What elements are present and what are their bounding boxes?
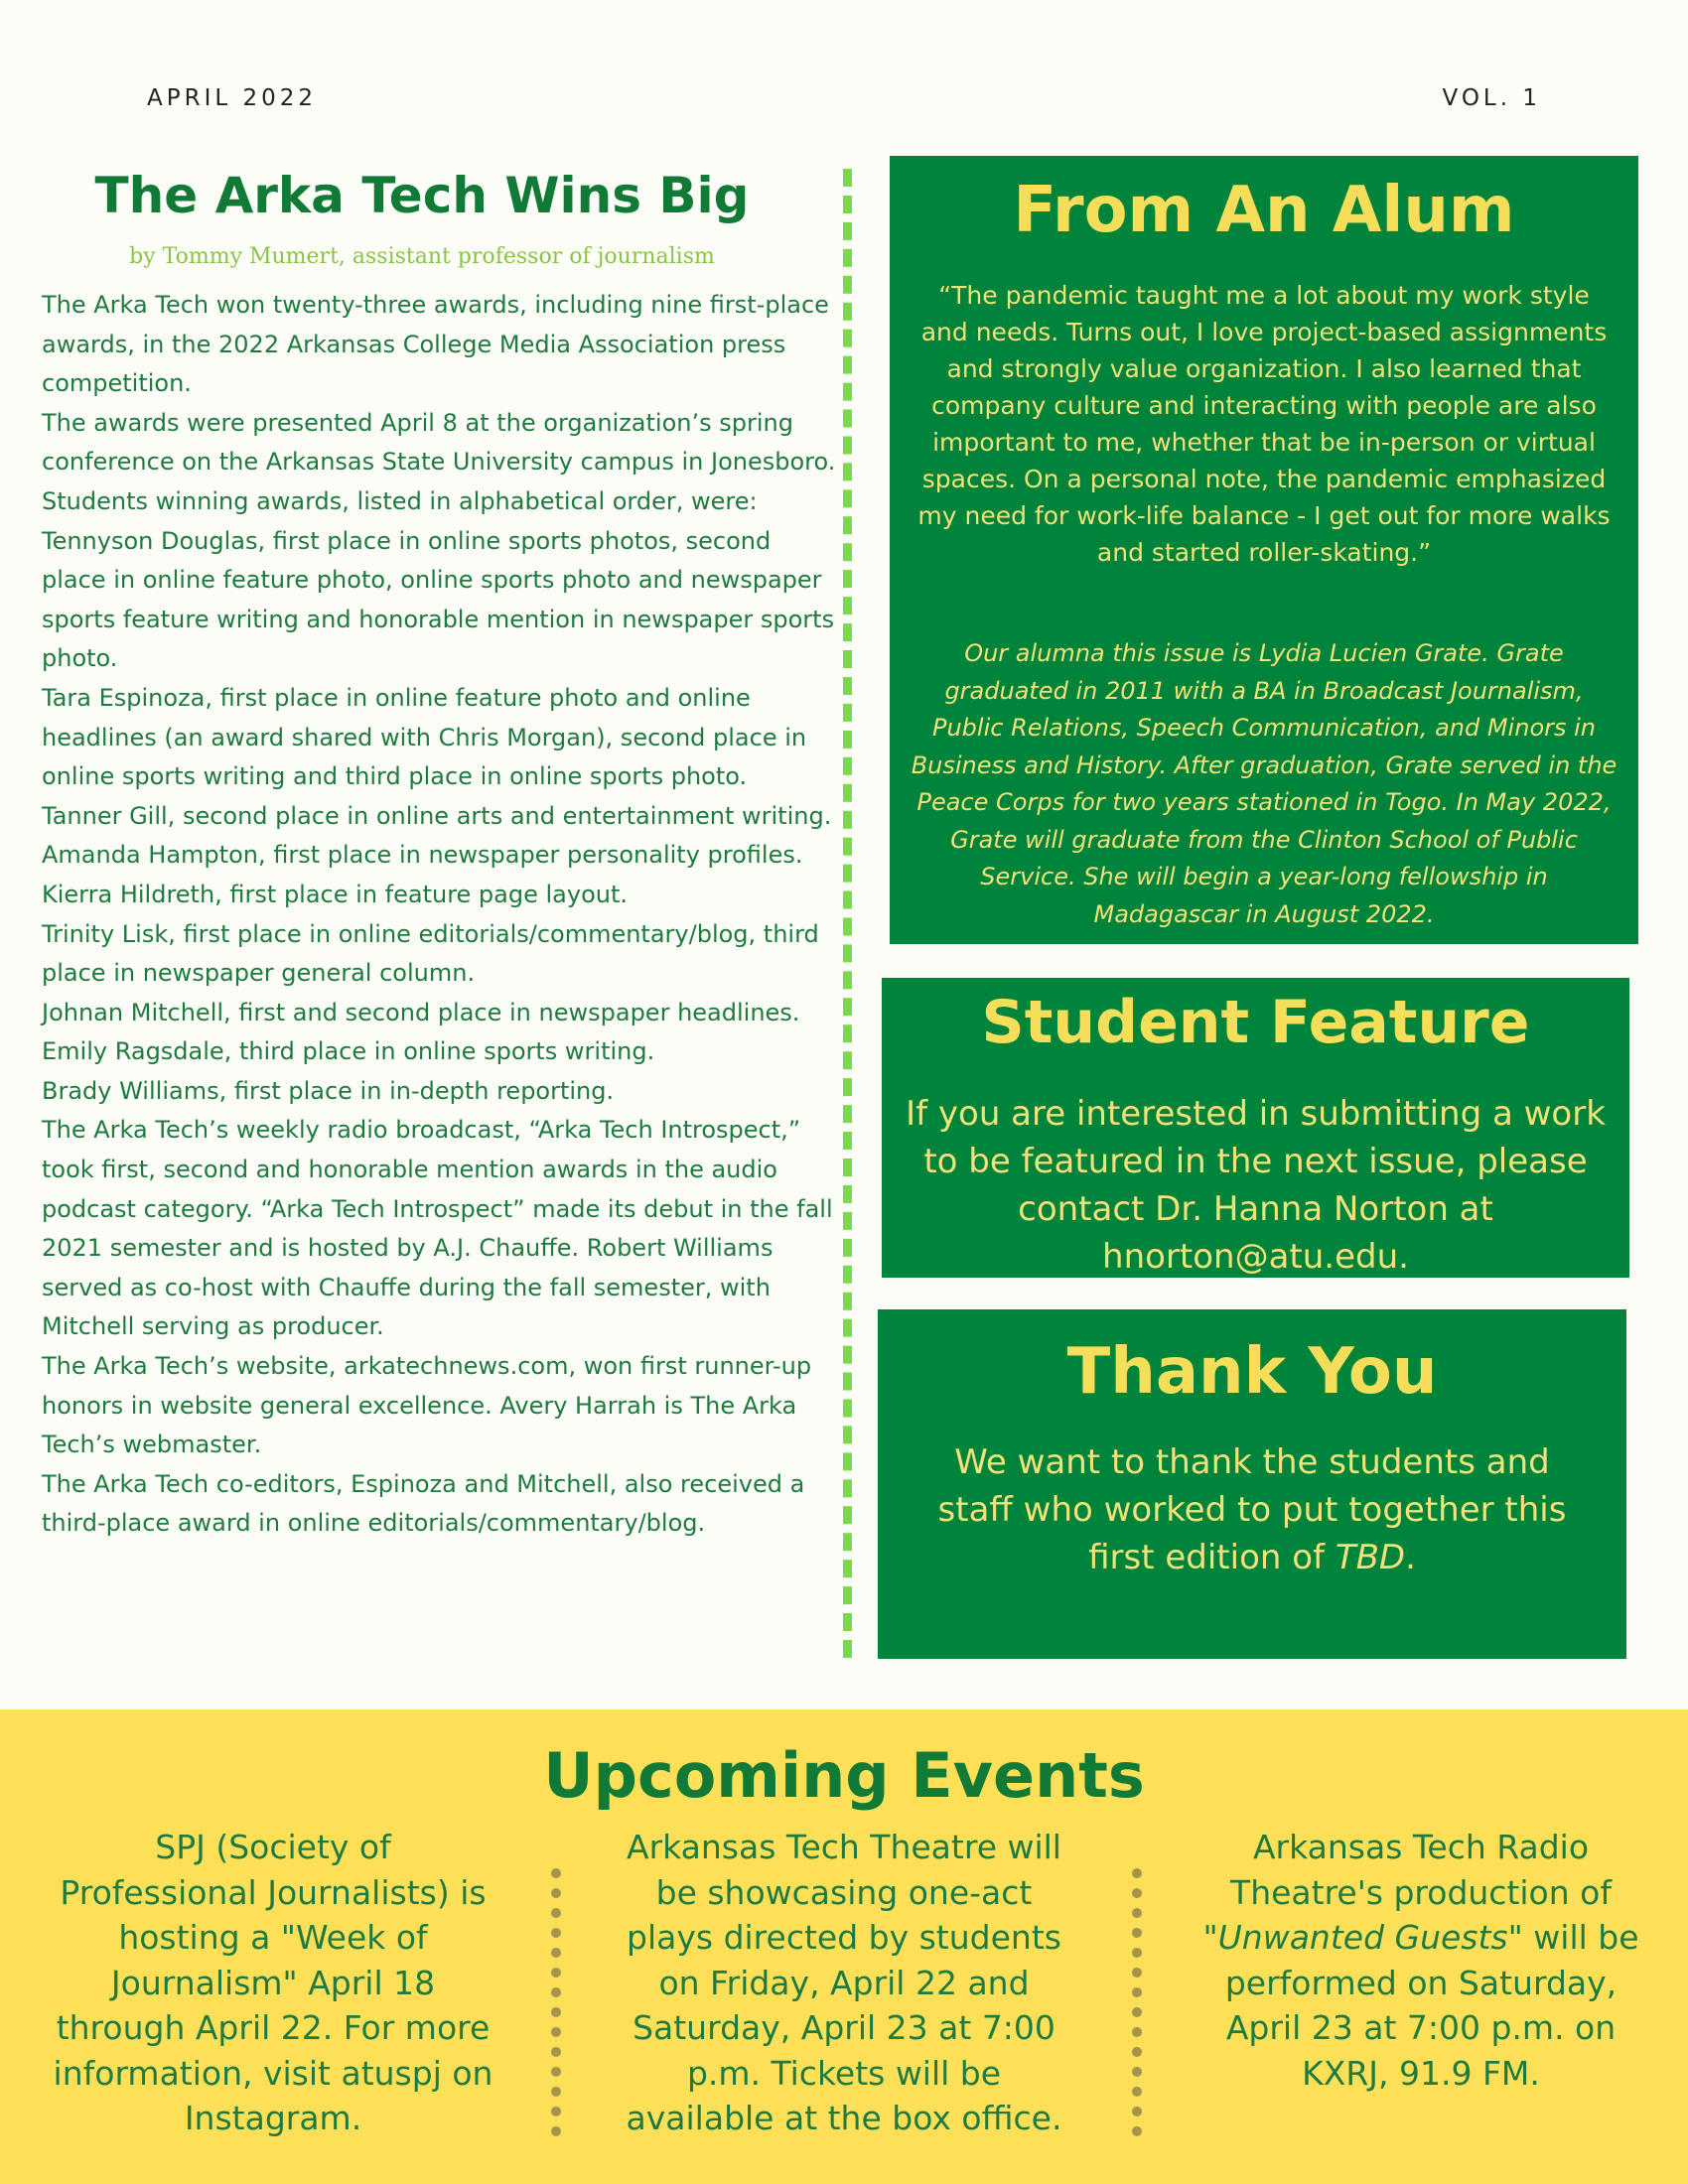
event-spj: SPJ (Society of Professional Journalists) is hosting a "Week of Journalism" April 18 through April 22. For more information, visit atuspj on Instagram. — [53, 1828, 493, 2137]
student-feature-title: Student Feature — [981, 988, 1530, 1057]
article-paragraph: Kierra Hildreth, first place in feature page layout. — [42, 880, 629, 908]
article-paragraph: The Arka Tech won twenty-three awards, including nine first-place awards, in the 2022 Arkansas College Media Association press competition. — [42, 291, 829, 398]
alum-quote: “The pandemic taught me a lot about my work style and needs. Turns out, I love project-based assignments and strongly value organization. I also learned that company culture and interacting with people are also important to me, whether that be in-person or virtual spaces. On a personal note, the pandemic emphasized my need for work-life balance - I get out for more walks and started roller-skating.” — [917, 281, 1611, 567]
student-feature-section — [882, 978, 1629, 1278]
article-headline: The Arka Tech Wins Big — [94, 167, 750, 224]
article-byline: by Tommy Mumert, assistant professor of journalism — [129, 244, 715, 269]
article-paragraph: The Arka Tech co-editors, Espinoza and Mitchell, also received a third-place award in online editorials/commentary/blog. — [42, 1469, 805, 1538]
upcoming-events-section — [0, 1709, 1688, 2184]
article-paragraph: Emily Ragsdale, third place in online sports writing. — [42, 1037, 655, 1066]
article-paragraph: The Arka Tech’s website, arkatechnews.com, won first runner-up honors in website general excellence. Avery Harrah is The Arka Tech’s webmaster. — [42, 1352, 812, 1459]
event-radio-details: " will be performed on Saturday, April 23 at 7:00 p.m. on KXRJ, 91.9 FM. — [1224, 1918, 1639, 2093]
alum-title: From An Alum — [1013, 174, 1515, 247]
event-radio-text: Arkansas Tech Radio Theatre's production of " — [1202, 1828, 1612, 1957]
events-title: Upcoming Events — [543, 1739, 1145, 1812]
article-body — [42, 286, 836, 1544]
alum-section — [890, 156, 1638, 944]
article-paragraph: Brady Williams, first place in in-depth reporting. — [42, 1076, 615, 1105]
event-divider — [1132, 1868, 1142, 2136]
article-paragraph: The awards were presented April 8 at the organization’s spring conference on the Arkansas State University campus in Jonesboro. — [42, 408, 836, 477]
publication-name: TBD — [1335, 1538, 1406, 1577]
article-paragraph: Johnan Mitchell, first and second place in newspaper headlines. — [42, 998, 800, 1026]
thank-you-body — [917, 1438, 1587, 1581]
article-paragraph: The Arka Tech’s weekly radio broadcast, “Arka Tech Introspect,” took first, second and honorable mention awards in the audio podcast category. “Arka Tech Introspect” made its debut in the fall 2021 semester and is hosted by A.J. Chauffe. Robert Williams served as co-host with Chauffe during the fall semester, with Mitchell serving as producer. — [42, 1116, 833, 1341]
article-paragraph: Tanner Gill, second place in online arts and entertainment writing. — [42, 801, 832, 830]
article-paragraph: Tara Espinoza, first place in online feature photo and online headlines (an award shared with Chris Morgan), second place in online sports writing and third place in online sports photo. — [42, 683, 807, 791]
column-divider — [843, 169, 852, 1658]
thank-you-section — [878, 1309, 1626, 1659]
article-paragraph: Trinity Lisk, first place in online editorials/commentary/blog, third place in newspaper general column. — [42, 919, 819, 988]
event-divider — [551, 1868, 561, 2136]
volume-number: VOL. 1 — [1442, 85, 1541, 111]
student-feature-body: If you are interested in submitting a work to be featured in the next issue, please contact Dr. Hanna Norton at hnorton@atu.edu. — [906, 1094, 1606, 1277]
event-radio-theatre — [1199, 1825, 1642, 2096]
play-title: Unwanted Guests — [1217, 1918, 1508, 1957]
thank-you-text: We want to thank the students and staff who worked to put together this first edition of — [937, 1442, 1567, 1577]
article-paragraph: Amanda Hampton, first place in newspaper personality profiles. — [42, 841, 803, 870]
alum-bio: Our alumna this issue is Lydia Lucien Grate. Grate graduated in 2011 with a BA in Broadcast Journalism, Public Relations, Speech Communication, and Minors in Business and History. After graduation, Grate served in the Peace Corps for two years stationed in Togo. In May 2022, Grate will graduate from the Clinton School of Public Service. She will begin a year-long fellowship in Madagascar in August 2022. — [911, 639, 1618, 928]
thank-you-title: Thank You — [1066, 1335, 1438, 1409]
thank-you-end: . — [1405, 1538, 1416, 1577]
article-paragraph: Tennyson Douglas, first place in online sports photos, second place in online feature photo, online sports photo and newspaper sports feature writing and honorable mention in newspaper sports photo. — [42, 526, 835, 673]
article-paragraph: Students winning awards, listed in alphabetical order, were: — [42, 486, 758, 515]
issue-date: APRIL 2022 — [147, 85, 318, 111]
event-theatre: Arkansas Tech Theatre will be showcasing one-act plays directed by students on Friday, April 22 and Saturday, April 23 at 7:00 p.m. Tickets will be available at the box office. — [626, 1828, 1062, 2137]
